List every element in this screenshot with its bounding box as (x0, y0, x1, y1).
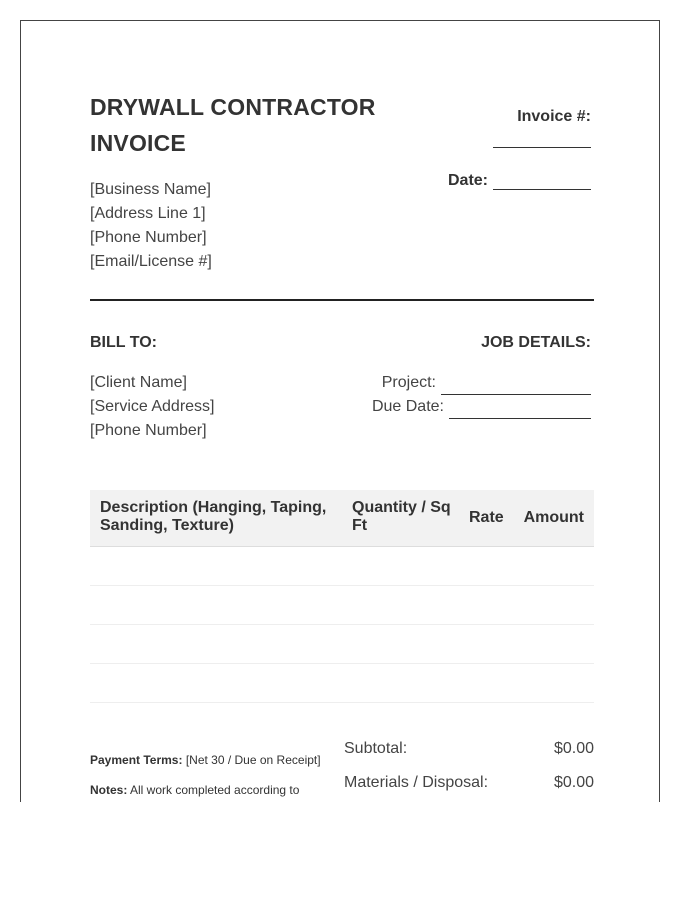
table-row[interactable] (90, 664, 594, 703)
project-field[interactable] (441, 377, 591, 395)
business-address: [Address Line 1] (90, 205, 206, 222)
due-date-field[interactable] (449, 401, 591, 419)
subtotal-label: Subtotal: (344, 740, 408, 757)
table-row[interactable] (90, 547, 594, 586)
due-date-row (372, 395, 591, 419)
invoice-number-label: Invoice #: (517, 108, 591, 125)
business-name: [Business Name] (90, 181, 211, 198)
header-amount: Amount (523, 509, 584, 526)
table-row[interactable] (90, 586, 594, 625)
project-row (372, 371, 591, 395)
invoice-page (20, 20, 660, 802)
invoice-title: DRYWALL CONTRACTOR INVOICE (90, 94, 376, 156)
due-date-label: Due Date: (371, 398, 444, 415)
notes-value: All work completed according to (130, 783, 300, 797)
materials-value: $0.00 (553, 774, 594, 791)
job-details-heading: JOB DETAILS: (481, 334, 591, 351)
payment-terms (90, 753, 321, 767)
notes (90, 783, 299, 797)
client-service-address: [Service Address] (90, 398, 215, 415)
business-email-license: [Email/License #] (90, 253, 212, 270)
table-header (90, 490, 594, 547)
date-row (448, 172, 591, 190)
header-quantity: Quantity / Sq Ft (352, 499, 451, 534)
client-name: [Client Name] (90, 374, 187, 391)
project-label: Project: (381, 374, 436, 391)
client-info (90, 371, 215, 443)
date-field[interactable] (493, 173, 591, 190)
bill-to-heading: BILL TO: (90, 334, 157, 351)
business-phone: [Phone Number] (90, 229, 207, 246)
header-rate: Rate (469, 509, 504, 526)
business-info (90, 178, 212, 274)
table-row[interactable] (90, 625, 594, 664)
notes-label: Notes: (90, 783, 128, 797)
invoice-number-field[interactable] (493, 131, 591, 148)
subtotal-row (344, 740, 594, 758)
date-label: Date: (447, 172, 488, 189)
header-divider (90, 299, 594, 301)
subtotal-value: $0.00 (553, 740, 594, 757)
line-items-table (90, 490, 594, 703)
payment-terms-label: Payment Terms: (90, 753, 183, 767)
materials-row (344, 774, 594, 792)
payment-terms-value: [Net 30 / Due on Receipt] (185, 753, 321, 767)
client-phone: [Phone Number] (90, 422, 207, 439)
job-details-fields (372, 371, 591, 419)
materials-label: Materials / Disposal: (344, 774, 489, 791)
header-description: Description (Hanging, Taping, Sanding, Texture) (100, 499, 327, 534)
